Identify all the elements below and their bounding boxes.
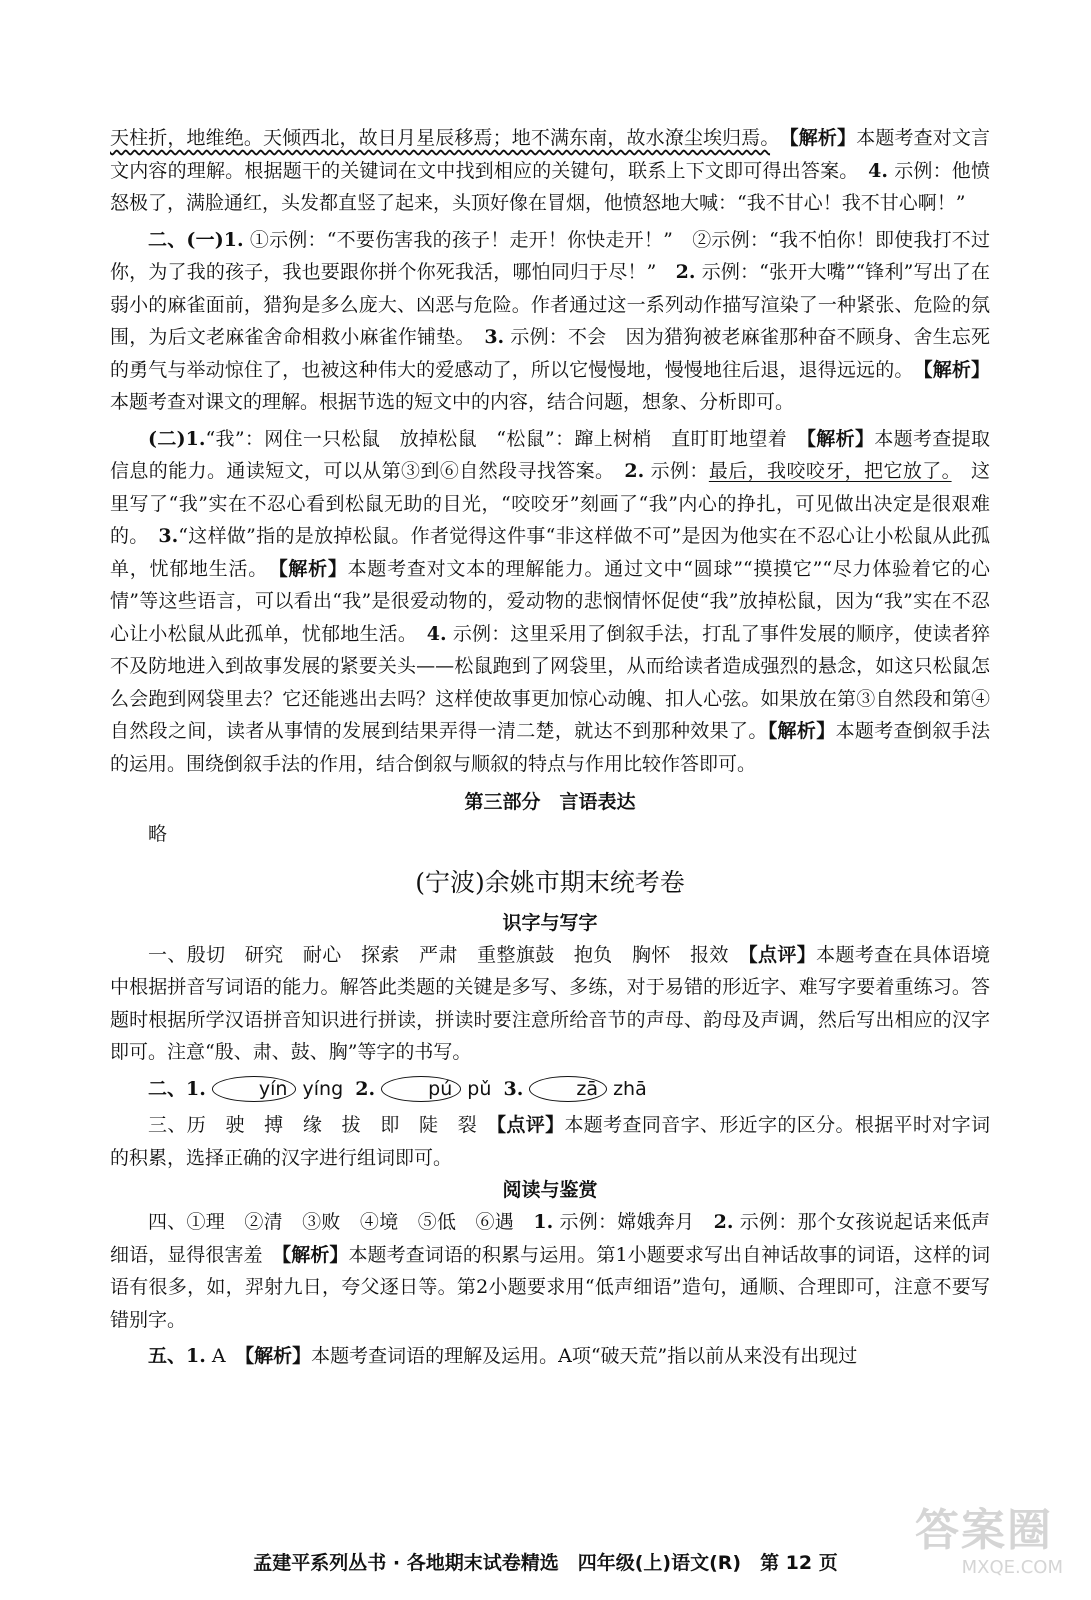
question-number: 2.	[675, 261, 696, 283]
question-number: 3.	[503, 1077, 524, 1100]
paragraph-7	[110, 1206, 990, 1336]
analysis-text: 本题考查对文言文内容的理解。根据题干的关键词在文中找到相应的关键句，联系上下文即可得出答案。	[110, 127, 990, 182]
answer-text: 示例：那个女孩说起话来低声细语，显得很害羞	[110, 1211, 990, 1266]
question-number: 4.	[868, 159, 888, 182]
analysis-label: 【解析】	[806, 427, 875, 450]
paragraph-8	[110, 1340, 990, 1373]
analysis-text: 本题考查对课文的理解。根据节选的短文中的内容，结合问题，想象、分析即可。	[110, 391, 795, 413]
circled-pinyin: zā	[529, 1076, 607, 1102]
question-number: 2.	[355, 1077, 376, 1100]
answer-text: 示例：不会 因为猎狗被老麻雀那种奋不顾身、舍生忘死的勇气与举动惊住了，也被这种伟大的爱感动了，所以它慢慢地，慢慢地往后退，退得远远的。	[110, 326, 990, 381]
analysis-label: 【解析】	[281, 1243, 349, 1266]
paragraph-2	[110, 224, 990, 419]
watermark-logo	[915, 1505, 1075, 1595]
analysis-label: 【解析】	[789, 127, 857, 149]
analysis-label: 【解析】	[278, 557, 348, 580]
answer-text: 一、殷切 研究 耐心 探索 严肃 重整旗鼓 抱负 胸怀 报效	[148, 943, 749, 966]
analysis-text: 本题考查词语的理解及运用。A项“破天荒”指以前从来没有出现过	[311, 1345, 858, 1367]
answer-text: 示例：嫦娥奔月	[553, 1211, 714, 1233]
question-number: 3.	[158, 525, 179, 547]
answer-text: 示例：	[644, 460, 709, 482]
question-number: 2.	[713, 1211, 734, 1233]
circled-pinyin: pú	[381, 1076, 461, 1102]
watermark-main: 答案圈	[915, 1505, 1053, 1556]
answer-text: 这里写了“我”实在不忍心看到松鼠无助的目光，“咬咬牙”刻画了“我”内心的挣扎，可见做出决定是很艰难的。	[110, 460, 990, 547]
analysis-text: 本题考查提取信息的能力。通读短文，可以从第③到⑥自然段寻找答案。	[110, 427, 990, 482]
section-heading-writing: 识字与写字	[502, 911, 598, 934]
paragraph-3	[110, 423, 990, 781]
answer-text: 三、历 驶 搏 缘 拔 即 陡 裂	[148, 1114, 497, 1136]
analysis-label: 【解析】	[244, 1345, 312, 1367]
wavy-underlined-quote: 天柱折，地维绝。天倾西北，故日月星辰移焉；地不满东南，故水潦尘埃归焉。	[110, 127, 771, 149]
paragraph-4	[110, 939, 990, 1069]
analysis-text: 本题考查倒叙手法的运用。围绕倒叙手法的作用，结合倒叙与顺叙的特点与作用比较作答即可。	[110, 720, 990, 775]
comment-label: 【点评】	[496, 1114, 565, 1136]
paragraph-6	[110, 1109, 990, 1174]
analysis-label: 【解析】	[767, 720, 836, 742]
pinyin: zhā	[613, 1077, 647, 1100]
underlined-sentence: 最后，我咬咬牙，把它放了。	[708, 460, 952, 482]
analysis-text: 本题考查对文本的理解能力。通过文中“圆球”“摸摸它”“尽力体验着它的心情”等这些语言，可以看出“我”是很爱动物的，爱动物的悲悯情怀促使“我”放掉松鼠，因为“我”实在不忍心让小松鼠从此孤单，忧郁地生活。	[110, 557, 990, 645]
analysis-label: 【解析】	[923, 358, 990, 381]
answer-page	[110, 122, 990, 1373]
answer-text: A	[205, 1345, 245, 1367]
watermark-url: MXQE.COM	[961, 1557, 1063, 1578]
question-number: 2.	[624, 460, 645, 482]
answer-text: 四、①理 ②清 ③败 ④境 ⑤低 ⑥遇	[148, 1211, 534, 1233]
comment-text: 本题考查同音字、形近字的区分。根据平时对字词的积累，选择正确的汉字进行组词即可。	[110, 1114, 990, 1169]
answer-text: “这样做”指的是放掉松鼠。作者觉得这件事“非这样做不可”是因为他实在不忍心让小松鼠从此孤单，忧郁地生活。	[110, 525, 990, 580]
question-number: 3.	[484, 326, 505, 348]
answer-text: 示例：这里采用了倒叙手法，打乱了事件发展的顺序，使读者猝不及防地进入到故事发展的紧要关头——松鼠跑到了网袋里，从而给读者造成强烈的悬念，如这只松鼠怎么会跑到网袋里去？它还能逃出去吗？这样使故事更加惊心动魄、扣人心弦。如果放在第③自然段和第④自然段之间，读者从事情的发展到结果弄得一清二楚，就达不到那种效果了。	[110, 622, 990, 742]
page-footer: 孟建平系列丛书 · 各地期末试卷精选 四年级(上)语文(R) 第 12 页	[253, 1552, 838, 1574]
answer-text: ①示例：“不要伤害我的孩子！走开！你快走开！” ②示例：“我不怕你！即使我打不过你，为了我的孩子，我也要跟你拼个你死我活，哪怕同归于尽！”	[110, 228, 990, 283]
answer-text: 示例：他愤怒极了，满脸通红，头发都直竖了起来，头顶好像在冒烟，他愤怒地大喊：“我不甘心！我不甘心啊！”	[110, 159, 990, 214]
part3-heading: 第三部分 言语表达	[464, 791, 636, 813]
paragraph-5-pinyin	[110, 1073, 990, 1106]
exam-title: (宁波)余姚市期末统考卷	[415, 867, 685, 897]
section-number: (二)1.	[148, 427, 206, 450]
section-number: 五、1.	[148, 1345, 206, 1367]
pinyin: pǔ	[467, 1077, 492, 1100]
pinyin: yíng	[302, 1077, 344, 1100]
section-number: 二、(一)1.	[148, 228, 244, 251]
comment-text: 本题考查在具体语境中根据拼音写词语的能力。解答此类题的关键是多写、多练，对于易错的形近字、难写字要着重练习。答题时根据所学汉语拼音知识进行拼读，拼读时要注意所给音节的声母、韵母及声调，然后写出相应的汉字即可。注意“殷、肃、鼓、胸”等字的书写。	[110, 943, 990, 1063]
paragraph-1	[110, 122, 990, 220]
answer-text: “我”：网住一只松鼠 放掉松鼠 “松鼠”：蹿上树梢 直盯盯地望着	[205, 427, 807, 450]
circled-pinyin: yín	[212, 1076, 297, 1102]
question-number: 1.	[533, 1211, 554, 1233]
answer-text: 示例：“张开大嘴”“锋利”写出了在弱小的麻雀面前，猎狗是多么庞大、凶恶与危险。作者通过这一系列动作描写渲染了一种紧张、危险的氛围，为后文老麻雀舍命相救小麻雀作铺垫。	[110, 261, 990, 348]
omitted-note: 略	[148, 823, 168, 845]
question-number: 4.	[426, 622, 447, 645]
comment-label: 【点评】	[748, 943, 817, 966]
analysis-text: 本题考查词语的积累与运用。第1小题要求写出自神话故事的词语，这样的词语有很多，如，羿射九日，夸父逐日等。第2小题要求用“低声细语”造句，通顺、合理即可，注意不要写错别字。	[110, 1243, 990, 1331]
section-heading-reading: 阅读与鉴赏	[502, 1179, 598, 1201]
section-number: 二、1.	[148, 1077, 206, 1100]
